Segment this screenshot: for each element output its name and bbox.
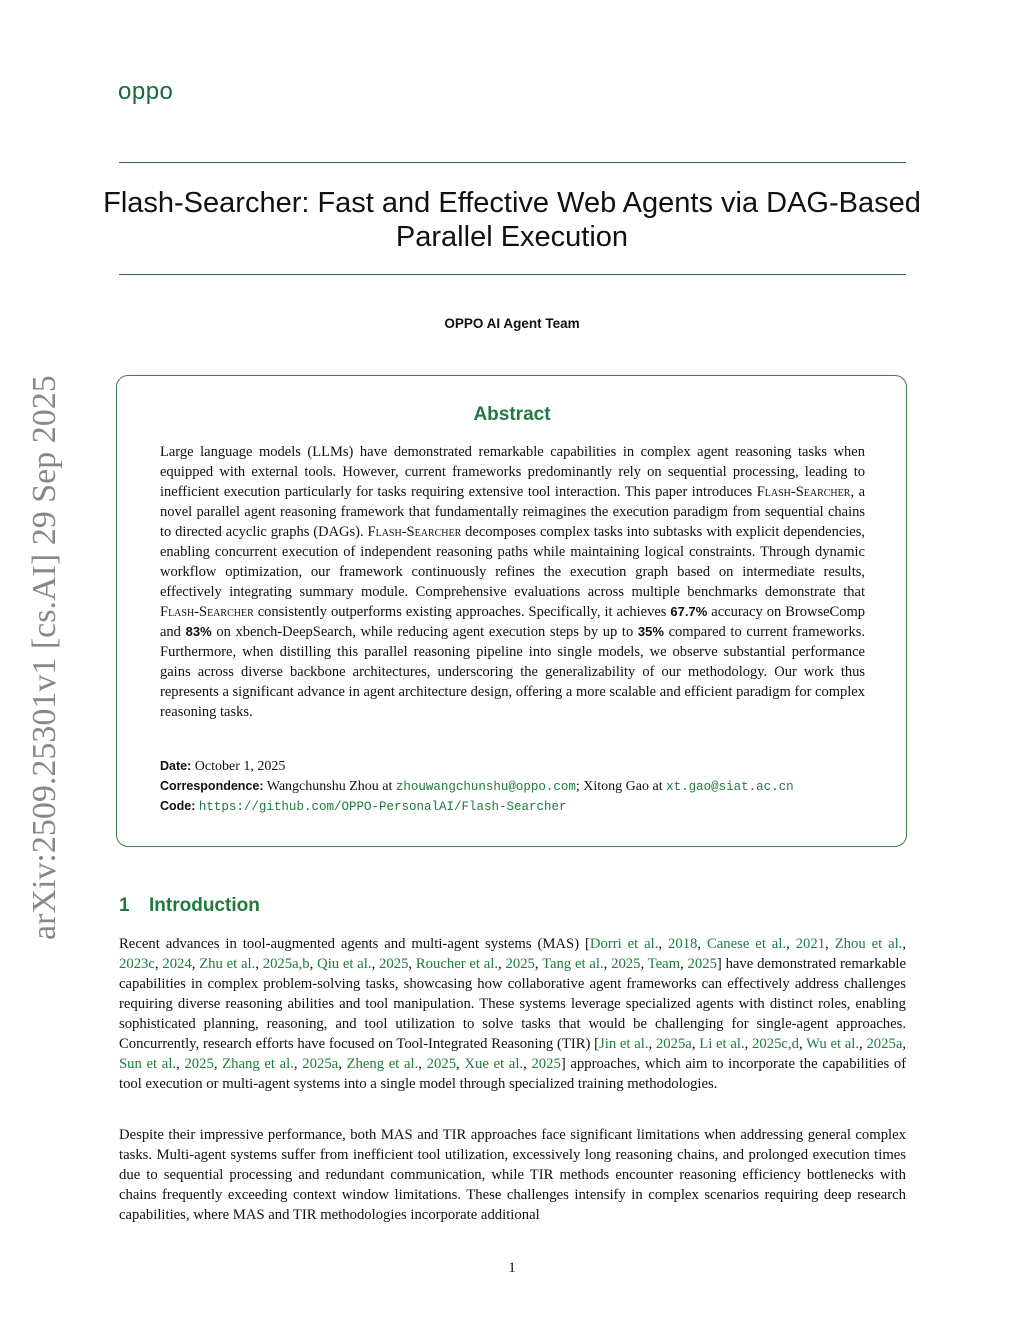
correspondent-2: ; Xitong Gao at	[575, 779, 663, 794]
email-link-2[interactable]: xt.gao@siat.ac.cn	[666, 780, 794, 794]
code-line	[160, 799, 566, 815]
paragraph-text: ,	[640, 956, 648, 972]
email-link-1[interactable]: zhouwangchunshu@oppo.com	[395, 780, 576, 794]
date-line	[160, 759, 285, 775]
paragraph-text: ,	[534, 956, 543, 972]
citation-link[interactable]: 2025	[184, 1056, 214, 1072]
abstract-seg: decomposes complex tasks into subtasks with explicit dependencies, enabling concurrent execution of independent reasoning paths while maintaining logical constraints. Through dynamic workflow optimization, our framework continuously refines the execution graph based on intermediate results, effectively integrating summary module. Comprehensive evaluations across multiple benchmarks demonstrate that	[160, 524, 865, 600]
section-number: 1	[119, 895, 130, 916]
citation-link[interactable]: 2025a	[655, 1036, 692, 1052]
abstract-seg: on xbench-DeepSearch, while reducing agent execution steps by up to	[211, 624, 638, 640]
paragraph-text: ,	[786, 936, 796, 952]
citation-link[interactable]: Zheng et al.	[346, 1056, 419, 1072]
abstract-seg: , a novel parallel agent reasoning framework that fundamentally reimagines the execution paradigm from sequential chains to directed acyclic graphs (DAGs).	[160, 484, 866, 540]
intro-paragraph-1	[119, 934, 906, 1094]
citation-link[interactable]: 2021	[795, 936, 826, 952]
abstract-seg: consistently outperforms existing approaches. Specifically, it achieves	[253, 604, 671, 620]
oppo-logo: oppo	[118, 78, 174, 105]
paragraph-text: ,	[371, 956, 380, 972]
title-bottom-rule	[119, 274, 906, 275]
paragraph-text: ,	[309, 956, 318, 972]
framework-name: Flash-Searcher	[160, 604, 254, 620]
paragraph-text: ,	[408, 956, 416, 972]
citation-link[interactable]: 2018	[668, 936, 698, 952]
citation-link[interactable]: Roucher et al.	[415, 956, 499, 972]
paragraph-text: ,	[902, 1036, 907, 1052]
title-line-2: Parallel Execution	[395, 221, 629, 253]
author-team: OPPO AI Agent Team	[444, 316, 580, 331]
step-reduction: 35%	[637, 624, 664, 639]
citation-link[interactable]: 2025	[611, 956, 641, 972]
paragraph-text: ,	[697, 936, 707, 952]
citation-link[interactable]: 2025a	[302, 1056, 339, 1072]
date-label: Date:	[160, 759, 192, 773]
paragraph-text: ,	[648, 1036, 656, 1052]
paragraph-text: ,	[902, 936, 907, 952]
page-number: 1	[508, 1260, 516, 1276]
correspondent-1: Wangchunshu Zhou at	[266, 779, 393, 794]
abstract-text	[160, 442, 865, 722]
citation-link[interactable]: 2025a,b	[262, 956, 310, 972]
correspondence-line	[160, 779, 794, 795]
citation-link[interactable]: Wu et al.	[806, 1036, 860, 1052]
paragraph-text: ] approaches, which aim to incorporate the capabilities of tool execution or multi-agent systems into a single model through specialized training methodologies.	[119, 1056, 907, 1092]
date-value: October 1, 2025	[194, 759, 286, 774]
paragraph-text: ,	[176, 1056, 185, 1072]
paper-title	[100, 186, 924, 254]
citation-link[interactable]: 2025	[426, 1056, 457, 1072]
citation-link[interactable]: Jin et al.	[599, 1036, 649, 1052]
paragraph-text: ,	[523, 1056, 532, 1072]
code-link[interactable]: https://github.com/OPPO-PersonalAI/Flash-Searcher	[198, 800, 567, 814]
citation-link[interactable]: 2024	[162, 956, 192, 972]
xbench-accuracy: 83%	[185, 624, 212, 639]
citation-link[interactable]: Canese et al.	[706, 936, 787, 952]
paragraph-text: ,	[680, 956, 688, 972]
section-heading-introduction	[119, 895, 260, 917]
citation-link[interactable]: Sun et al.	[119, 1056, 177, 1072]
abstract-seg: accuracy on BrowseComp and	[160, 604, 865, 640]
citation-link[interactable]: Xue et al.	[464, 1056, 524, 1072]
paragraph-text: ,	[744, 1036, 753, 1052]
paragraph-text: ,	[456, 1056, 465, 1072]
paragraph-text: ,	[338, 1056, 347, 1072]
citation-link[interactable]: Dorri et al.	[589, 936, 659, 952]
citation-link[interactable]: 2025	[687, 956, 717, 972]
paragraph-text: ,	[255, 956, 263, 972]
paragraph-text: ,	[825, 936, 835, 952]
citation-link[interactable]: 2025c,d	[752, 1036, 799, 1052]
abstract-heading: Abstract	[473, 404, 551, 425]
paragraph-text: ,	[191, 956, 200, 972]
abstract-seg: Large language models (LLMs) have demonstrated remarkable capabilities in complex agent reasoning tasks when equipped with external tools. However, current frameworks predominantly rely on sequential processing, leading to inefficient execution particularly for tasks requiring extensive tool interaction. This paper introduces	[160, 444, 865, 500]
citation-link[interactable]: Zhang et al.	[222, 1056, 294, 1072]
citation-link[interactable]: 2025	[531, 1056, 561, 1072]
citation-link[interactable]: Zhu et al.	[199, 956, 256, 972]
top-rule	[119, 162, 906, 163]
citation-link[interactable]: Qiu et al.	[317, 956, 372, 972]
paragraph-text: Recent advances in tool-augmented agents and multi-agent systems (MAS) [	[119, 936, 590, 952]
browsecomp-accuracy: 67.7%	[670, 604, 708, 619]
abstract-seg: compared to current frameworks. Furthermore, when distilling this parallel reasoning pipeline into single models, we observe substantial performance gains across diverse backbone architectures, underscoring the generalizability of our methodology. Our work thus represents a significant advance in agent architecture design, offering a more scalable and efficient paradigm for complex reasoning tasks.	[160, 624, 865, 720]
correspondence-label: Correspondence:	[160, 779, 264, 793]
paragraph-text: ,	[658, 936, 668, 952]
paragraph-text: ,	[154, 956, 163, 972]
paragraph-text: ,	[691, 1036, 700, 1052]
paragraph-text: ,	[603, 956, 612, 972]
paragraph-text: ,	[293, 1056, 303, 1072]
paragraph-text: ,	[498, 956, 506, 972]
title-line-1: Flash-Searcher: Fast and Effective Web Agents via DAG-Based	[103, 187, 921, 219]
paragraph-text: ,	[859, 1036, 867, 1052]
intro-paragraph-2: Despite their impressive performance, both MAS and TIR approaches face significant limitations when addressing general complex tasks. Multi-agent systems suffer from inefficient tool utilization, excessively long reasoning chains, and prolonged execution times due to sequential processing and redundant communication, while TIR methods encounter reasoning efficiency bottlenecks with chains frequently exceeding context window limitations. These challenges intensify in complex scenarios requiring deep research capabilities, where MAS and TIR methodologies incorporate additional	[119, 1127, 906, 1223]
citation-link[interactable]: 2025a	[866, 1036, 903, 1052]
framework-name: Flash-Searcher	[756, 484, 851, 500]
framework-name: Flash-Searcher	[367, 524, 462, 540]
citation-link[interactable]: 2025	[379, 956, 409, 972]
citation-link[interactable]: Li et al.	[699, 1036, 745, 1052]
paragraph-text: ,	[798, 1036, 807, 1052]
citation-link[interactable]: Zhou et al.	[834, 936, 903, 952]
section-title: Introduction	[149, 895, 260, 916]
paragraph-text: ,	[213, 1056, 223, 1072]
citation-link[interactable]: Tang et al.	[542, 956, 604, 972]
citation-link[interactable]: Team	[647, 956, 681, 972]
paragraph-text: ,	[418, 1056, 427, 1072]
citation-link[interactable]: 2025	[505, 956, 535, 972]
paragraph-text: ] have demonstrated remarkable capabilities in complex problem-solving tasks, showcasing how collaborative agent frameworks can effectively address challenges requiring diverse reasoning abilities and tool manipulation. These systems leverage specialized agents with distinct roles, enabling sophisticated planning, reasoning, and tool utilization to solve tasks that would be challenging for single-agent approaches. Concurrently, research efforts have focused on Tool-Integrated Reasoning (TIR) [	[119, 956, 907, 1052]
arxiv-stamp: arXiv:2509.25301v1 [cs.AI] 29 Sep 2025	[26, 375, 63, 940]
citation-link[interactable]: 2023c	[119, 956, 155, 972]
code-label: Code:	[160, 799, 196, 813]
